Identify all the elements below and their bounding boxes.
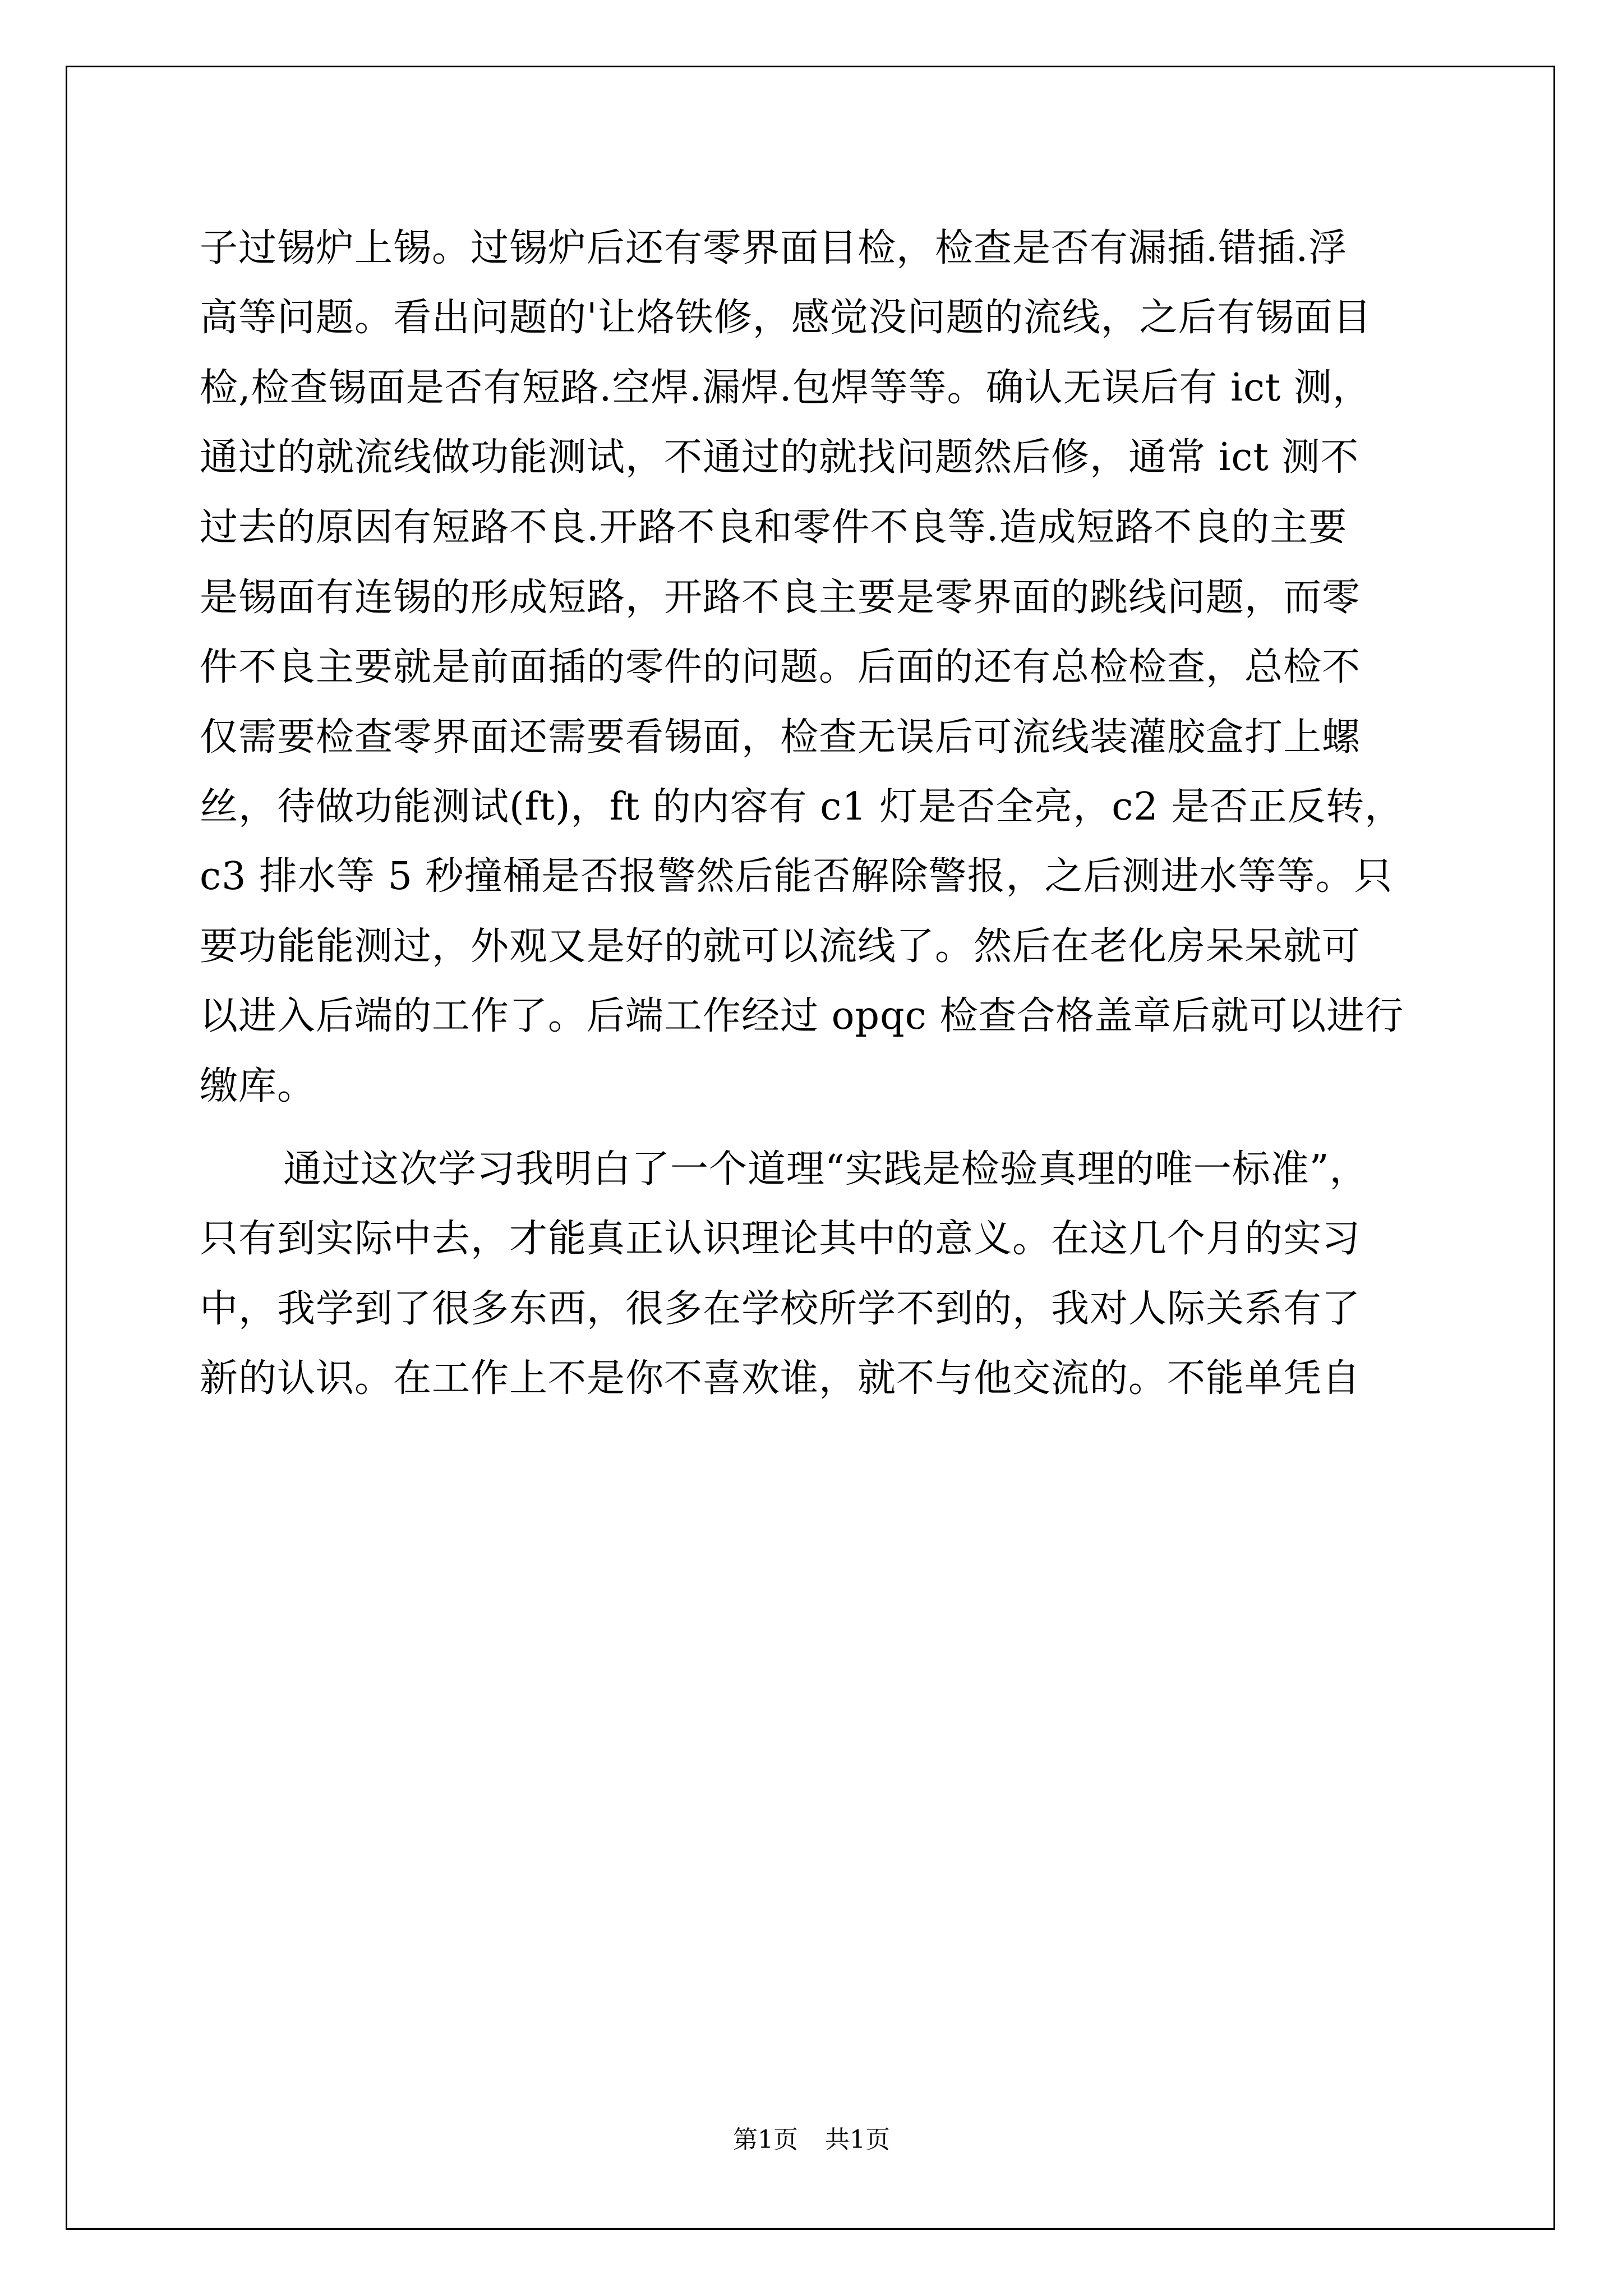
paragraph-1-line-11: 要功能能测过，外观又是好的就可以流线了。然后在老化房呆呆就可 [200,924,1361,969]
page-number-total: 共1页 [825,2125,890,2154]
paragraph-1-line-4: 通过的就流线做功能测试，不通过的就找问题然后修，通常 ict 测不 [200,435,1359,480]
paragraph-2-line-2: 只有到实际中去，才能真正认识理论其中的意义。在这几个月的实习 [200,1217,1361,1261]
paragraph-1-line-3: 检,检查锡面是否有短路.空焊.漏焊.包焊等等。确认无误后有 ict 测， [200,366,1371,410]
paragraph-1-line-1: 子过锡炉上锡。过锡炉后还有零界面目检，检查是否有漏插.错插.浮 [200,226,1348,270]
paragraph-1-line-10: c3 排水等 5 秒撞桶是否报警然后能否解除警报，之后测进水等等。只 [200,854,1393,899]
paragraph-1-line-9: 丝，待做功能测试(ft)，ft 的内容有 c1 灯是否全亮，c2 是否正反转， [200,785,1404,829]
paragraph-1-line-7: 件不良主要就是前面插的零件的问题。后面的还有总检检查，总检不 [200,645,1361,689]
paragraph-1-line-6: 是锡面有连锡的形成短路，开路不良主要是零界面的跳线问题，而零 [200,576,1361,620]
paragraph-1-line-12: 以进入后端的工作了。后端工作经过 opqc 检查合格盖章后就可以进行 [200,994,1404,1038]
paragraph-1-line-13: 缴库。 [200,1064,316,1108]
page-number-current: 第1页 [733,2125,798,2154]
paragraph-1-line-5: 过去的原因有短路不良.开路不良和零件不良等.造成短路不良的主要 [200,505,1348,550]
paragraph-2-line-1: 通过这次学习我明白了一个道理“实践是检验真理的唯一标准”， [283,1147,1368,1191]
paragraph-2-line-4: 新的认识。在工作上不是你不喜欢谁，就不与他交流的。不能单凭自 [200,1356,1361,1401]
page-footer [0,2123,1623,2157]
paragraph-2-line-3: 中，我学到了很多东西，很多在学校所学不到的，我对人际关系有了 [200,1287,1361,1331]
paragraph-1-line-2: 高等问题。看出问题的'让烙铁修，感觉没问题的流线，之后有锡面目 [200,296,1372,340]
paragraph-1-line-8: 仅需要检查零界面还需要看锡面，检查无误后可流线装灌胶盒打上螺 [200,715,1361,760]
